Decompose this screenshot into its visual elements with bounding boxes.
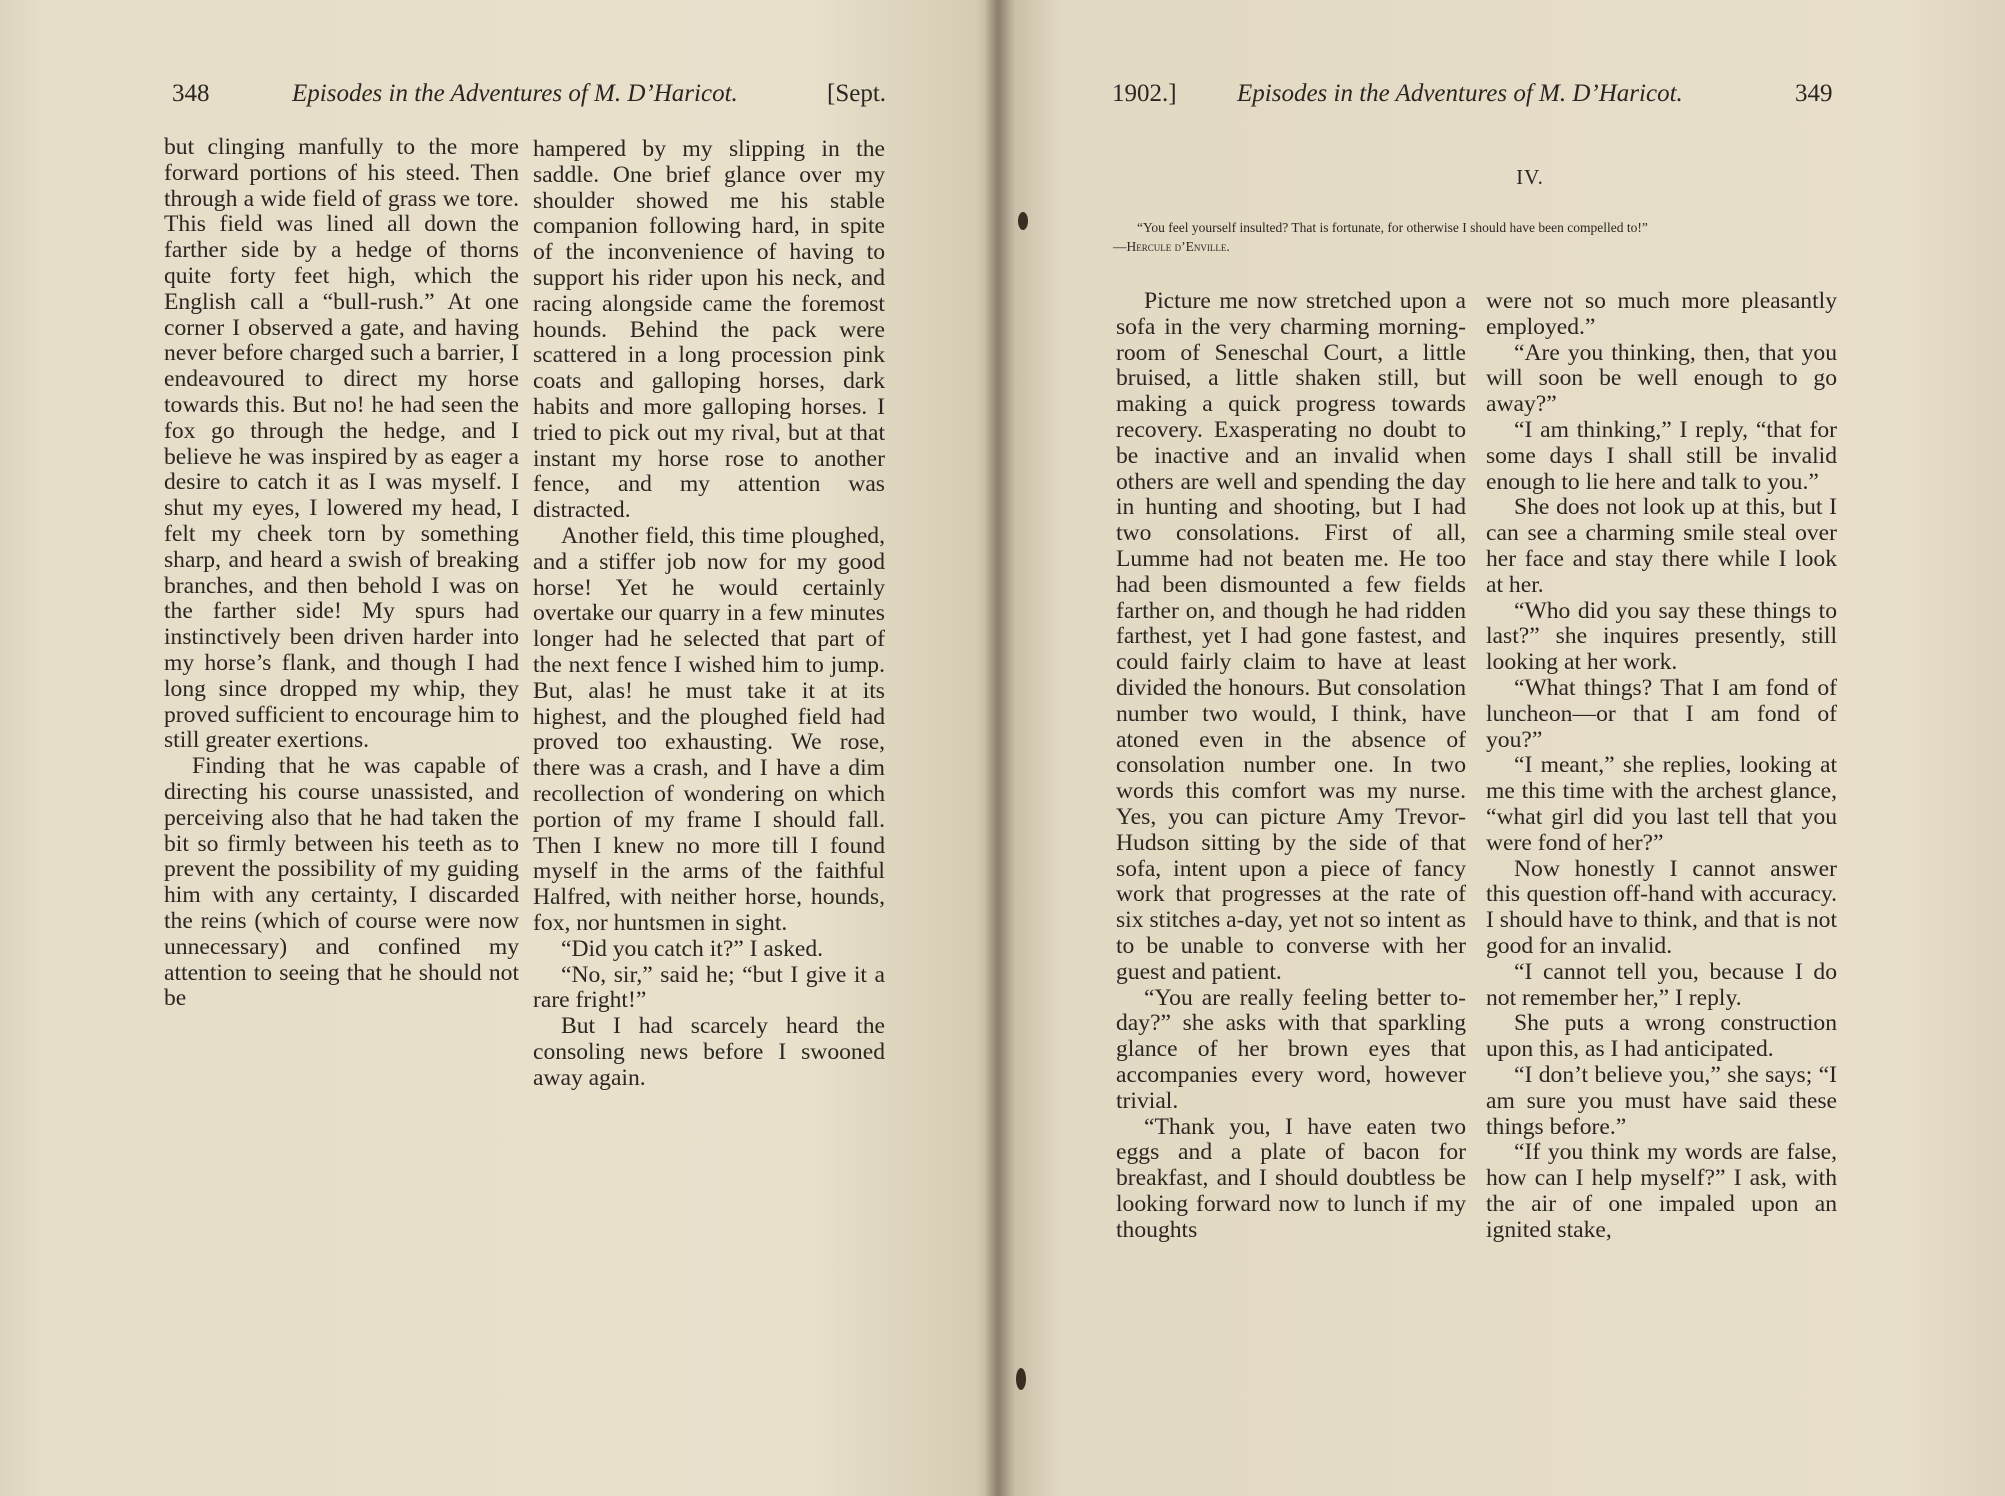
epigraph <box>1113 218 1843 256</box>
paragraph: She puts a wrong construction upon this, as I had anticipated. <box>1486 1010 1837 1063</box>
paragraph: hampered by my slipping in the saddle. One brief glance over my shoulder showed me his stable companion following hard, in spite of the inconvenience of having to support his rider upon his neck, and racing alongside came the foremost hounds. Behind the pack were scattered in a long procession pink coats and galloping horses, dark habits and more galloping horses. I tried to pick out my rival, but at that instant my horse rose to another fence, and my attention was distracted. <box>533 136 885 524</box>
epigraph-quote: “You feel yourself insulted? That is fortunate, for otherwise I should have been compelled to!” <box>1137 220 1648 235</box>
paragraph: “Are you thinking, then, that you will soon be well enough to go away?” <box>1486 339 1837 418</box>
left-running-title: Episodes in the Adventures of M. D’Haricot. <box>292 80 738 107</box>
paragraph: “If you think my words are false, how can I help myself?” I ask, with the air of one impaled upon an ignited stake, <box>1486 1139 1837 1243</box>
paragraph: Picture me now stretched upon a sofa in the very charming morning-room of Seneschal Court, a little bruised, a little shaken still, but making a quick progress towards recovery. Exasperating no doubt to be inactive and an invalid when others are well and spending the day in hunting and shooting, but I had two consolations. First of all, Lumme had not beaten me. He too had been dismounted a few fields farther on, and though he had ridden farthest, yet I had gone fastest, and could fairly claim to have at least divided the honours. But consolation number two would, I think, have atoned even in the absence of consolation number one. In two words this comfort was my nurse. Yes, you can picture Amy Trevor-Hudson sitting by the side of that sofa, intent upon a piece of fancy work that progresses at the rate of six stitches a-day, yet not so intent as to be unable to converse with her guest and patient. <box>1116 288 1466 985</box>
paragraph: “Who did you say these things to last?” she inquires presently, still looking at her work. <box>1486 597 1837 676</box>
paragraph: Finding that he was capable of directing his course unassisted, and perceiving also that he had taken the bit so firmly between his teeth as to prevent the possibility of my guiding him with any certainty, I discarded the reins (which of course were now unnecessary) and confined my attention to seeing that he should not be <box>164 753 519 1012</box>
left-column-2 <box>533 137 885 1091</box>
paragraph: But I had scarcely heard the consoling news before I swooned away again. <box>533 1013 885 1091</box>
epigraph-attribution: —Hercule d’Enville. <box>1113 239 1230 254</box>
left-column-1 <box>164 135 519 1012</box>
paragraph: Another field, this time ploughed, and a stiffer job now for my good horse! Yet he would certainly overtake our quarry in a few minutes longer had he selected that part of the next fence I wished him to jump. But, alas! he must take it at its highest, and the ploughed field had proved too exhausting. We rose, there was a crash, and I have a dim recollection of wondering on which portion of my frame I should fall. Then I knew no more till I found myself in the arms of the faithful Halfred, with neither horse, hounds, fox, nor huntsmen in sight. <box>533 522 885 936</box>
right-running-title: Episodes in the Adventures of M. D’Haricot. <box>1237 80 1683 107</box>
right-page-number: 349 <box>1795 80 1833 107</box>
paragraph: “No, sir,” said he; “but I give it a rare fright!” <box>533 961 885 1014</box>
left-date-mark: [Sept. <box>827 80 887 107</box>
binding-mark <box>1016 1368 1026 1390</box>
left-page-number: 348 <box>172 80 210 107</box>
binding-mark <box>1018 212 1028 230</box>
left-page <box>0 0 995 1496</box>
paragraph: “You are really feeling better to-day?” she asks with that sparkling glance of her brown eyes that accompanies every word, however trivial. <box>1116 984 1466 1114</box>
paragraph: “Thank you, I have eaten two eggs and a plate of bacon for breakfast, and I should doubtless be looking forward now to lunch if my thoughts <box>1116 1113 1466 1243</box>
paragraph: were not so much more pleasantly employed.” <box>1486 288 1837 340</box>
paragraph: “I cannot tell you, because I do not remember her,” I reply. <box>1486 958 1837 1011</box>
paragraph: She does not look up at this, but I can see a charming smile steal over her face and stay there while I look at her. <box>1486 494 1837 598</box>
paragraph: “I don’t believe you,” she says; “I am sure you must have said these things before.” <box>1486 1061 1837 1140</box>
right-date-mark: 1902.] <box>1112 80 1177 107</box>
paragraph: but clinging manfully to the more forward portions of his steed. Then through a wide field of grass we tore. This field was lined all down the farther side by a hedge of thorns quite forty feet high, which the English call a “bull-rush.” At one corner I observed a gate, and having never before charged such a barrier, I endeavoured to direct my horse towards this. But no! he had seen the fox go through the hedge, and I believe he was inspired by as eager a desire to catch it as I was myself. I shut my eyes, I lowered my head, I felt my cheek torn by something sharp, and heard a swish of breaking branches, and then behold I was on the farther side! My spurs had instinctively been driven harder into my horse’s flank, and though I had long since dropped my whip, they proved sufficient to encourage him to still greater exertions. <box>164 134 519 754</box>
section-number: IV. <box>1516 165 1544 189</box>
paragraph: Now honestly I cannot answer this question off-hand with accuracy. I should have to think, and that is not good for an invalid. <box>1486 855 1837 959</box>
paragraph: “What things? That I am fond of luncheon—or that I am fond of you?” <box>1486 674 1837 753</box>
paragraph: “I am thinking,” I reply, “that for some days I shall still be invalid enough to lie here and talk to you.” <box>1486 416 1837 495</box>
right-column-2 <box>1486 289 1837 1243</box>
paragraph: “I meant,” she replies, looking at me this time with the archest glance, “what girl did you last tell that you were fond of her?” <box>1486 752 1837 856</box>
paragraph: “Did you catch it?” I asked. <box>561 935 824 962</box>
right-column-1 <box>1116 289 1466 1243</box>
